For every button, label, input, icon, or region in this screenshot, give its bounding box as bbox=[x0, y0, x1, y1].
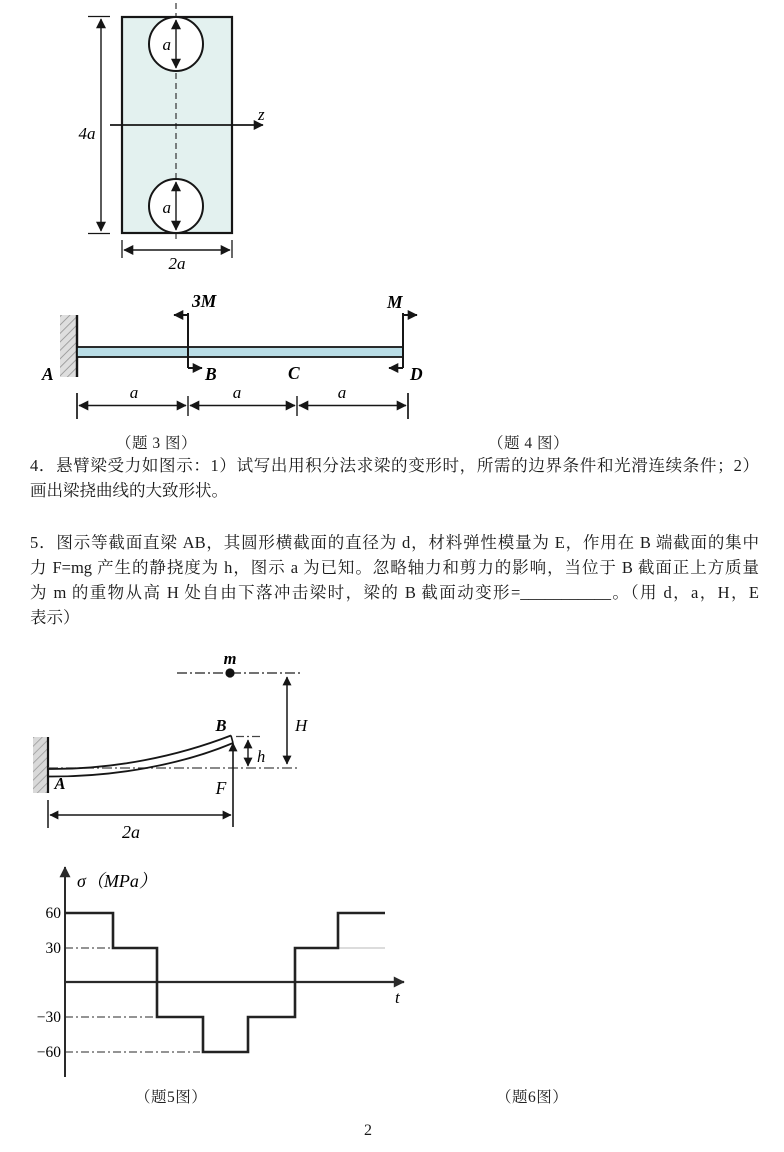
question5-line2: 力 F=mg 产生的静挠度为 h，图示 a 为已知。忽略轴力和剪力的影响，当位于 B 截面正上方质量 bbox=[30, 558, 759, 577]
beam-bar bbox=[77, 347, 403, 357]
dim-seg1-label: a bbox=[129, 383, 139, 402]
tick-plus30: 30 bbox=[45, 940, 61, 957]
height-dimension-label: 4a bbox=[78, 124, 96, 143]
z-axis-label: z bbox=[258, 105, 265, 124]
point-b-label: B bbox=[205, 364, 217, 384]
question5-line4: 表示） bbox=[30, 608, 80, 627]
beam-moments-figure bbox=[20, 288, 450, 428]
beam-tip-edge bbox=[231, 736, 233, 744]
question5-line3: 为 m 的重物从高 H 处自由下落冲击梁时，梁的 B 截面动变形=___________。（用 d，a，H，E bbox=[30, 583, 759, 602]
caption-fig4: （题 4 图） bbox=[488, 435, 570, 452]
moment-d-label: M bbox=[387, 292, 403, 312]
caption-fig3: （题 3 图） bbox=[116, 435, 198, 452]
y-axis-label: σ（MPa） bbox=[77, 871, 157, 891]
bottom-hole-label: a bbox=[162, 198, 171, 217]
point-a-label: A bbox=[42, 364, 54, 384]
caption-fig6: （题6图） bbox=[496, 1089, 569, 1106]
caption-fig5: （题5图） bbox=[135, 1089, 208, 1106]
impact-cantilever-figure bbox=[20, 640, 350, 850]
falling-mass-dot bbox=[225, 668, 234, 677]
point-d-label: D bbox=[410, 364, 423, 384]
static-deflection-label: h bbox=[257, 747, 266, 766]
beam-bottom-curve bbox=[48, 743, 233, 777]
point-a-label: A bbox=[54, 774, 66, 793]
cross-section-figure bbox=[60, 0, 300, 278]
point-c-label: C bbox=[288, 363, 300, 383]
tick-minus30: −30 bbox=[36, 1009, 61, 1026]
point-b-label: B bbox=[215, 716, 227, 735]
moment-b-label: 3M bbox=[192, 291, 217, 311]
fixed-wall-hatch bbox=[60, 315, 77, 377]
stress-history-chart bbox=[30, 855, 430, 1085]
fixed-wall-hatch bbox=[33, 737, 48, 793]
mass-label: m bbox=[223, 649, 237, 668]
question4-line1: 4．悬臂梁受力如图示：1）试写出用积分法求梁的变形时，所需的边界条件和光滑连续条件；2） bbox=[30, 456, 759, 475]
dim-seg2-label: a bbox=[232, 383, 242, 402]
tick-minus60: −60 bbox=[36, 1044, 61, 1061]
span-dimension-label: 2a bbox=[122, 822, 140, 842]
force-label: F bbox=[215, 778, 227, 798]
drop-height-label: H bbox=[295, 716, 308, 735]
question5-line1: 5．图示等截面直梁 AB，其圆形横截面的直径为 d，材料弹性模量为 E，作用在 B 端截面的集中 bbox=[30, 533, 759, 552]
width-dimension-label: 2a bbox=[168, 254, 186, 273]
tick-plus60: 60 bbox=[45, 905, 61, 922]
top-hole-label: a bbox=[162, 35, 171, 54]
page-number: 2 bbox=[364, 1122, 372, 1139]
question4-line2: 画出梁挠曲线的大致形状。 bbox=[30, 481, 228, 500]
beam-top-curve bbox=[48, 736, 231, 770]
dim-seg3-label: a bbox=[337, 383, 347, 402]
x-axis-label: t bbox=[395, 988, 400, 1007]
